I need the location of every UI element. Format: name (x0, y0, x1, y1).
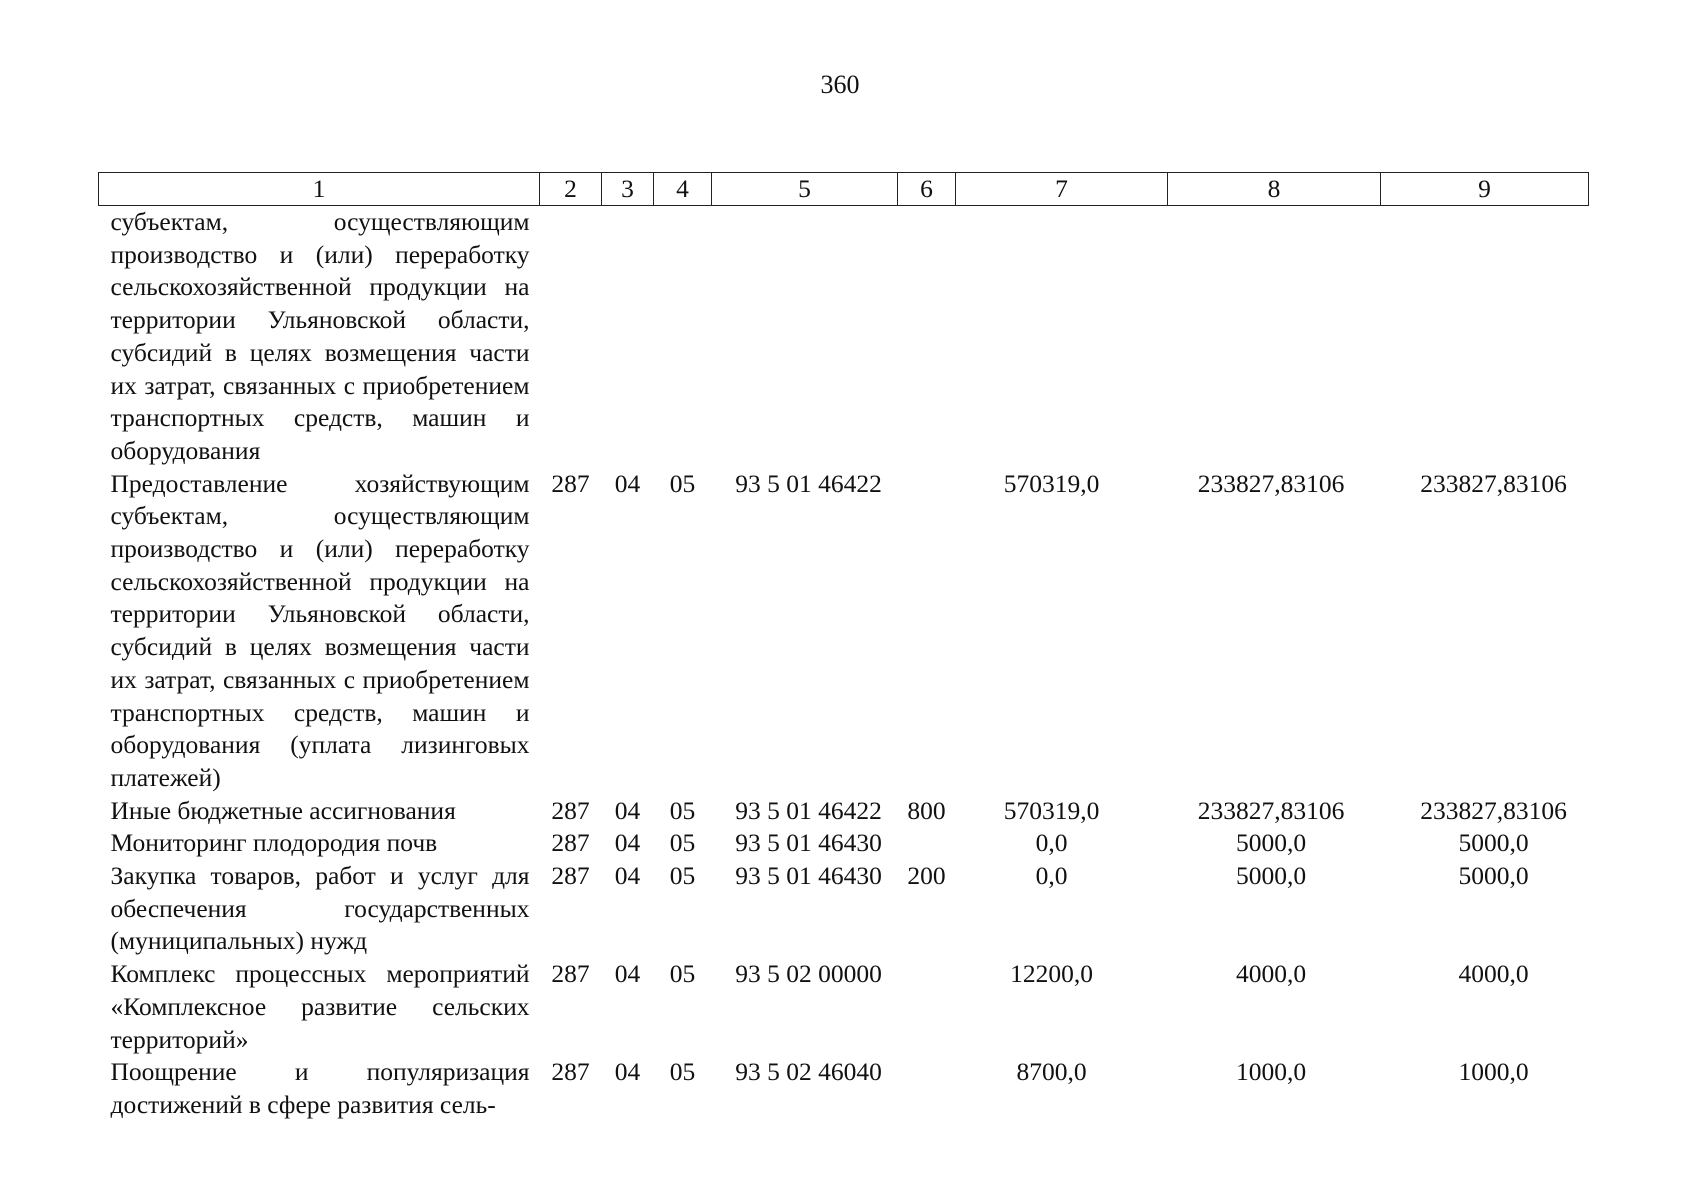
row-col-6: 800 (907, 795, 946, 825)
row-col-4: 05 (669, 861, 696, 891)
row-col-5: 93 5 02 46040 (735, 1057, 882, 1087)
row-col-4: 05 (669, 795, 696, 825)
row-col-3: 04 (614, 795, 641, 825)
row-name: Иные бюджетные ассигнования (110, 795, 456, 825)
row-col-5: 93 5 01 46422 (735, 795, 882, 825)
header-col-2: 2 (540, 173, 602, 206)
row-col-7: 8700,0 (1016, 1057, 1087, 1087)
row-name: Предоставление хозяйствующим субъектам, осуществляющим производство и (или) переработку сельскохозяйственной продукции на территории Ульяновской области, субсидий в целях возмещения части их затрат, связанных с приобретением транспортных средств, машин и оборудования (уплата лизинговых платежей) (110, 468, 530, 792)
row-name: Закупка товаров, работ и услуг для обеспечения государственных (муниципальных) нужд (110, 861, 530, 956)
row-col-6: 200 (907, 861, 946, 891)
row-col-7: 570319,0 (1003, 795, 1100, 825)
row-col-6 (898, 206, 956, 468)
row-col-6 (898, 1056, 956, 1121)
row-col-5 (712, 206, 898, 468)
row-col-3: 04 (614, 828, 641, 858)
row-col-6 (898, 827, 956, 860)
table-row (99, 860, 1589, 958)
table-header-row (99, 173, 1589, 206)
header-col-3: 3 (602, 173, 654, 206)
row-name: Мониторинг плодородия почв (110, 828, 438, 858)
header-col-9: 9 (1381, 173, 1589, 206)
row-col-3: 04 (614, 1057, 641, 1087)
row-col-3: 04 (614, 861, 641, 891)
header-col-6: 6 (898, 173, 956, 206)
row-col-7: 570319,0 (1003, 468, 1100, 498)
row-col-5: 93 5 01 46422 (735, 468, 882, 498)
row-col-8: 5000,0 (1235, 861, 1307, 891)
header-col-1: 1 (99, 173, 540, 206)
table-row (99, 468, 1589, 795)
row-col-2: 287 (551, 828, 590, 858)
row-col-8: 233827,83106 (1197, 468, 1345, 498)
row-col-3 (602, 206, 654, 468)
row-col-9: 5000,0 (1458, 861, 1529, 891)
row-col-2: 287 (551, 959, 590, 989)
row-name: субъектам, осуществляющим производство и (или) переработку сельскохозяйственной продукции на территории Ульяновской области, субсидий в целях возмещения части их затрат, связанных с приобретением транспортных средств, машин и оборудования (110, 207, 530, 465)
row-col-2: 287 (551, 468, 590, 498)
row-col-7: 0,0 (1035, 861, 1068, 891)
row-col-3: 04 (614, 468, 641, 498)
row-col-8: 5000,0 (1235, 828, 1307, 858)
row-col-8: 233827,83106 (1197, 795, 1345, 825)
budget-table (98, 172, 1589, 1122)
table-row (99, 1056, 1589, 1121)
row-col-8 (1168, 206, 1381, 468)
table-row (99, 958, 1589, 1056)
row-col-7: 12200,0 (1010, 959, 1093, 989)
row-col-4 (654, 206, 712, 468)
row-col-7 (956, 206, 1168, 468)
row-col-9: 233827,83106 (1420, 468, 1567, 498)
row-col-6 (898, 958, 956, 1056)
row-col-9: 4000,0 (1458, 959, 1529, 989)
row-name: Комплекс процессных мероприятий «Комплексное развитие сельских территорий» (110, 959, 530, 1054)
row-col-8: 4000,0 (1235, 959, 1307, 989)
row-col-4: 05 (669, 1057, 696, 1087)
row-col-2: 287 (551, 1057, 590, 1087)
table-row (99, 827, 1589, 860)
row-col-9: 1000,0 (1458, 1057, 1529, 1087)
row-col-2: 287 (551, 795, 590, 825)
header-col-4: 4 (654, 173, 712, 206)
header-col-5: 5 (712, 173, 898, 206)
row-col-2: 287 (551, 861, 590, 891)
row-col-5: 93 5 01 46430 (735, 861, 882, 891)
row-col-9: 233827,83106 (1420, 795, 1567, 825)
row-col-4: 05 (669, 828, 696, 858)
row-col-5: 93 5 02 00000 (735, 959, 882, 989)
row-col-3: 04 (614, 959, 641, 989)
table-row (99, 795, 1589, 828)
row-col-4: 05 (669, 468, 696, 498)
table-row (99, 206, 1589, 468)
row-col-7: 0,0 (1035, 828, 1068, 858)
row-col-8: 1000,0 (1235, 1057, 1307, 1087)
row-name: Поощрение и популяризация достижений в сфере развития сель- (110, 1057, 530, 1119)
page-number: 360 (820, 70, 860, 99)
row-col-2 (540, 206, 602, 468)
row-col-9: 5000,0 (1458, 828, 1529, 858)
row-col-4: 05 (669, 959, 696, 989)
row-col-6 (898, 468, 956, 795)
row-col-9 (1381, 206, 1589, 468)
header-col-8: 8 (1168, 173, 1381, 206)
row-col-5: 93 5 01 46430 (735, 828, 882, 858)
header-col-7: 7 (956, 173, 1168, 206)
